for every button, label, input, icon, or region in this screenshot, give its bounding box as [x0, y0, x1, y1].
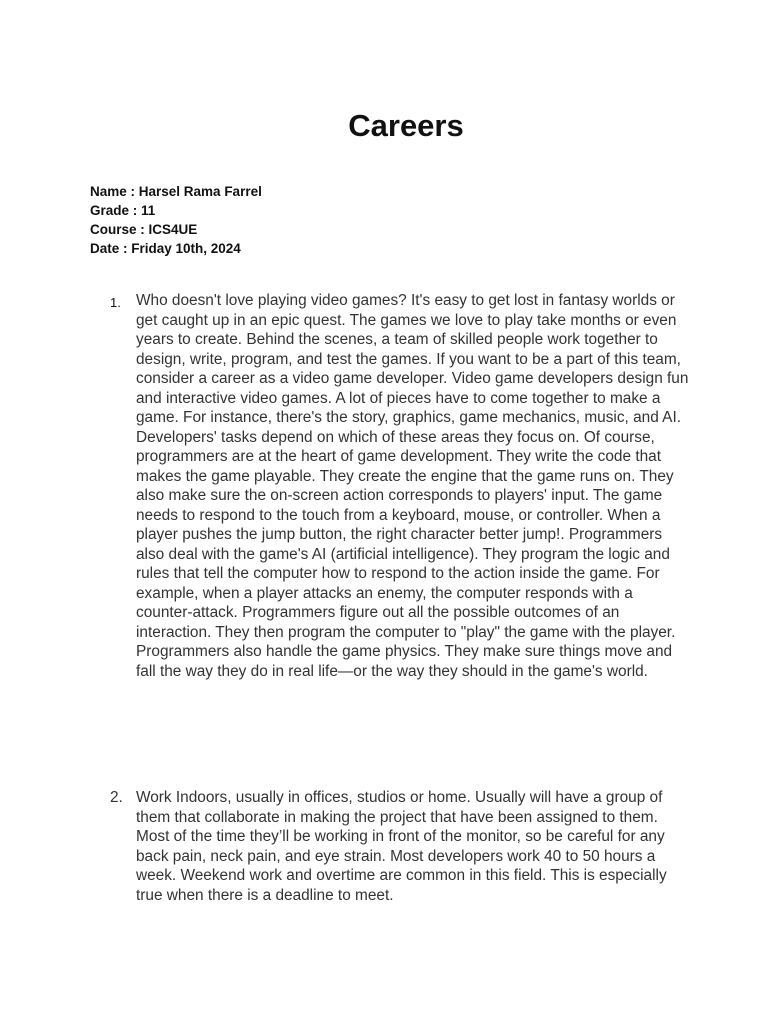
- answer-item-1: [110, 291, 690, 681]
- student-name: Name : Harsel Rama Farrel: [90, 184, 262, 199]
- answer-text: Who doesn't love playing video games? It's easy to get lost in fantasy worlds or get caught up in an epic quest. The games we love to play take months or even years to create. Behind the scenes, a team of skilled people work together to design, write, program, and test the games. If you want to be a part of this team, consider a career as a video game developer. Video game developers design fun and interactive video games. A lot of pieces have to come together to make a game. For instance, there's the story, graphics, game mechanics, music, and AI. Developers' tasks depend on which of these areas they focus on. Of course, programmers are at the heart of game development. They write the code that makes the game playable. They create the engine that the game runs on. They also make sure the on-screen action corresponds to players' input. The game needs to respond to the touch from a keyboard, mouse, or controller. When a player pushes the jump button, the right character better jump!. Programmers also deal with the game's AI (artificial intelligence). They program the logic and rules that tell the computer how to respond to the action inside the game. For example, when a player attacks an enemy, the computer responds with a counter-attack. Programmers figure out all the possible outcomes of an interaction. They then program the computer to "play" the game with the player. Programmers also handle the game physics. They make sure things move and fall the way they do in real life—or the way they should in the game's world.: [136, 292, 689, 680]
- answer-number: 2.: [110, 789, 123, 806]
- answer-item-2: [110, 788, 690, 905]
- student-course: Course : ICS4UE: [90, 222, 198, 237]
- student-info: [90, 182, 262, 258]
- answer-number: 1.: [110, 295, 121, 310]
- page-title: Careers: [348, 108, 464, 143]
- answer-text: Work Indoors, usually in offices, studios or home. Usually will have a group of them that collaborate in making the project that have been assigned to them. Most of the time they’ll be working in front of the monitor, so be careful for any back pain, neck pain, and eye strain. Most developers work 40 to 50 hours a week. Weekend work and overtime are common in this field. This is especially true when there is a deadline to meet.: [136, 789, 667, 904]
- student-grade: Grade : 11: [90, 203, 156, 218]
- submission-date: Date : Friday 10th, 2024: [90, 241, 241, 256]
